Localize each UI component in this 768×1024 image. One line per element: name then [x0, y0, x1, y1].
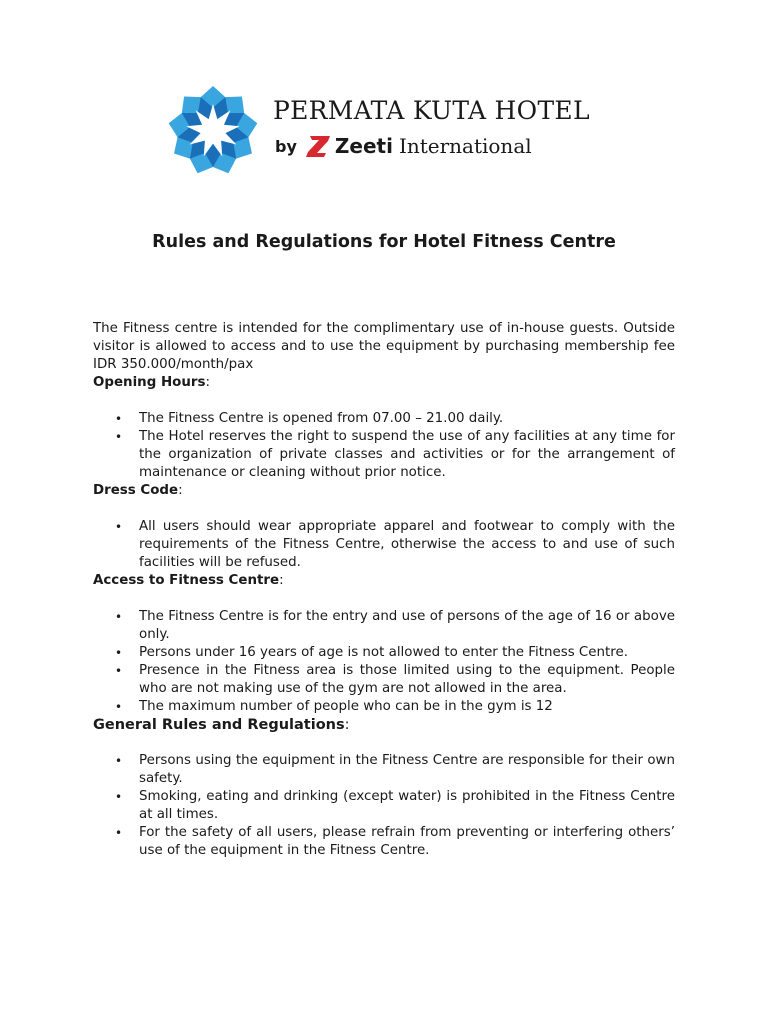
section-heading-opening-hours: Opening Hours:	[93, 375, 210, 390]
hotel-logo	[168, 86, 628, 176]
list-item: • The Fitness Centre is opened from 07.00 – 21.00 daily.	[93, 410, 675, 428]
list-item: • Smoking, eating and drinking (except water) is prohibited in the Fitness Centre at all times.	[93, 788, 675, 824]
partner-name: Zeeti	[334, 134, 393, 158]
list-item: • Persons under 16 years of age is not allowed to enter the Fitness Centre.	[93, 644, 675, 662]
list-item: • For the safety of all users, please refrain from preventing or interfering others’ use of the equipment in the Fitness Centre.	[93, 824, 675, 860]
zeeti-logo-icon	[305, 133, 331, 159]
document-body	[93, 320, 675, 860]
star-logo-icon	[168, 86, 258, 176]
section-heading-dress-code: Dress Code:	[93, 483, 183, 498]
brand-byline	[275, 131, 532, 161]
list-item: • The maximum number of people who can be in the gym is 12	[93, 698, 675, 716]
list-item: • Persons using the equipment in the Fitness Centre are responsible for their own safety.	[93, 752, 675, 788]
page-title: Rules and Regulations for Hotel Fitness Centre	[152, 232, 616, 252]
by-label: by	[275, 136, 297, 156]
list-item: • Presence in the Fitness area is those limited using to the equipment. People who are not making use of the gym are not allowed in the area.	[93, 662, 675, 698]
opening-hours-list	[93, 410, 675, 482]
access-list	[93, 608, 675, 716]
dress-code-list	[93, 518, 675, 572]
section-heading-general-rules: General Rules and Regulations:	[93, 717, 350, 733]
partner-suffix: International	[398, 134, 532, 158]
general-rules-list	[93, 752, 675, 860]
list-item: • The Hotel reserves the right to suspend the use of any facilities at any time for the organization of private classes and activities or for the arrangement of maintenance or cleaning without prior notice.	[93, 428, 675, 482]
list-item: • The Fitness Centre is for the entry and use of persons of the age of 16 or above only.	[93, 608, 675, 644]
list-item: • All users should wear appropriate apparel and footwear to comply with the requirements of the Fitness Centre, otherwise the access to and use of such facilities will be refused.	[93, 518, 675, 572]
intro-paragraph: The Fitness centre is intended for the complimentary use of in-house guests. Outside visitor is allowed to access and to use the equipment by purchasing membership fee IDR 350.000/month/pax	[93, 321, 675, 372]
hotel-name: PERMATA KUTA HOTEL	[273, 96, 590, 125]
section-heading-access: Access to Fitness Centre:	[93, 573, 284, 588]
